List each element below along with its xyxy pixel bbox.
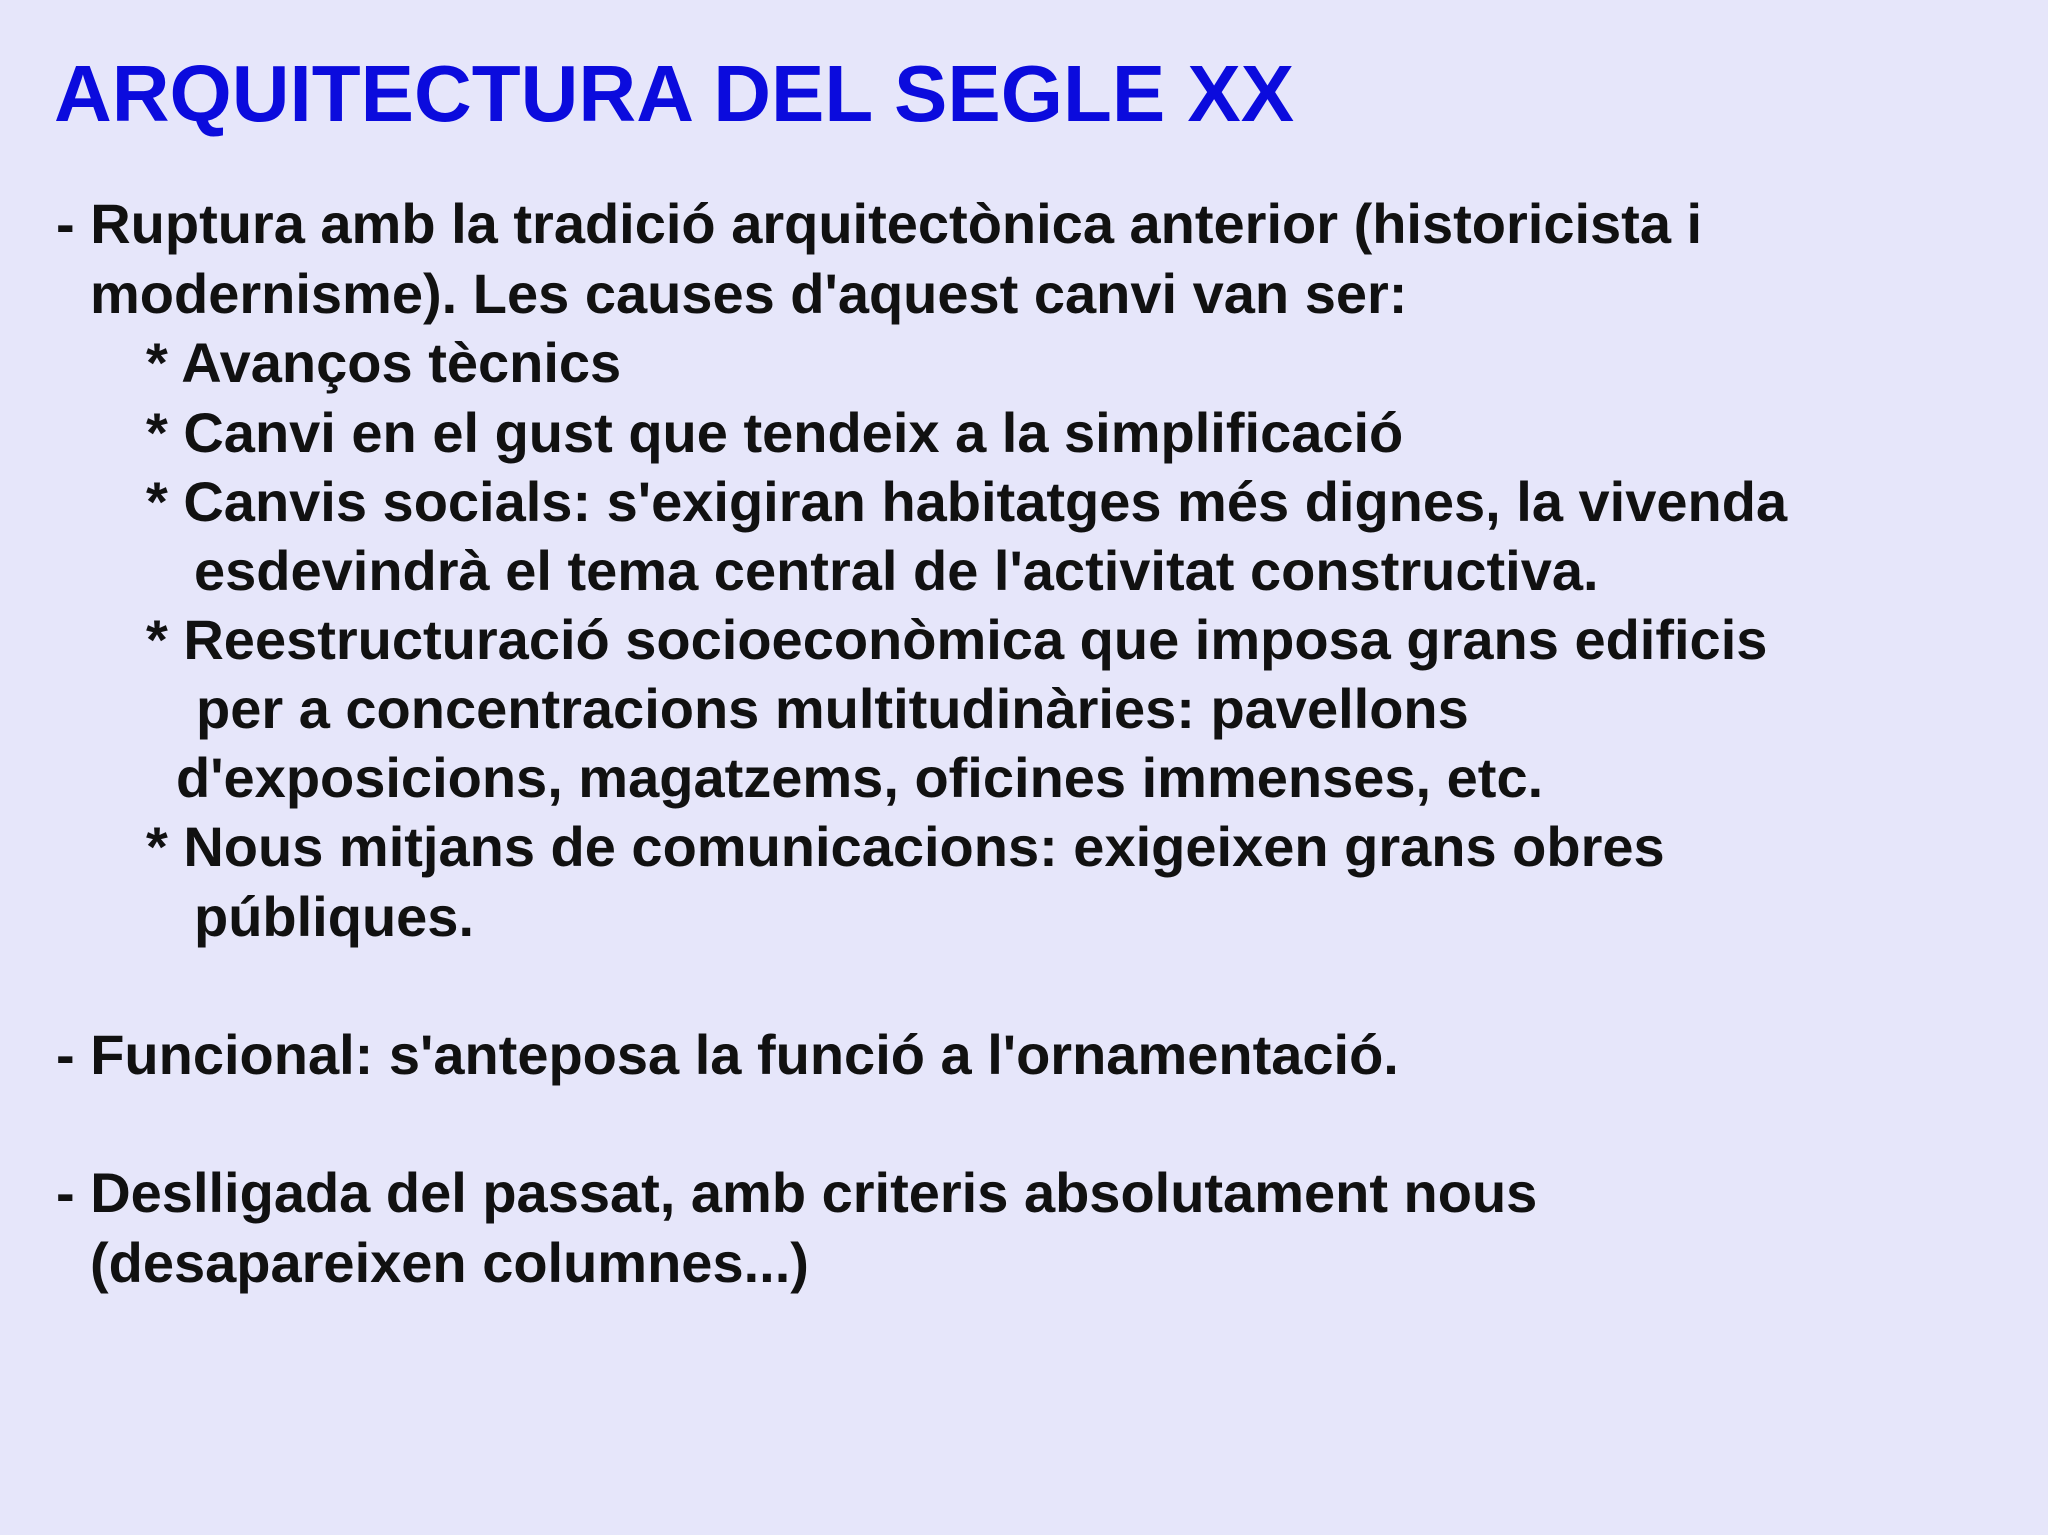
subbullet-canvi-gust: * Canvi en el gust que tendeix a la simplificació [146,401,1404,464]
subbullet-avancos-tecnics: * Avanços tècnics [146,331,622,394]
subbullet-canvis-socials-continuation: esdevindrà el tema central de l'activitat constructiva. [194,539,1599,602]
bullet-ruptura: - Ruptura amb la tradició arquitectònica anterior (historicista i [56,192,1703,255]
subbullet-nous-mitjans-continuation: públiques. [194,885,474,948]
bullet-funcional: - Funcional: s'anteposa la funció a l'ornamentació. [56,1023,1399,1086]
slide-title: ARQUITECTURA DEL SEGLE XX [54,49,1295,138]
subbullet-reestructuracio-continuation-1: per a concentracions multitudinàries: pavellons [196,677,1469,740]
subbullet-reestructuracio-continuation-2: d'exposicions, magatzems, oficines immenses, etc. [176,746,1544,809]
bullet-deslligada: - Deslligada del passat, amb criteris absolutament nous [56,1161,1538,1224]
subbullet-canvis-socials: * Canvis socials: s'exigiran habitatges més dignes, la vivenda [146,470,1788,533]
bullet-deslligada-continuation: (desapareixen columnes...) [90,1231,809,1294]
bullet-ruptura-continuation: modernisme). Les causes d'aquest canvi van ser: [90,262,1408,325]
subbullet-reestructuracio: * Reestructuració socioeconòmica que imposa grans edificis [146,608,1768,671]
subbullet-nous-mitjans: * Nous mitjans de comunicacions: exigeixen grans obres [146,815,1665,878]
